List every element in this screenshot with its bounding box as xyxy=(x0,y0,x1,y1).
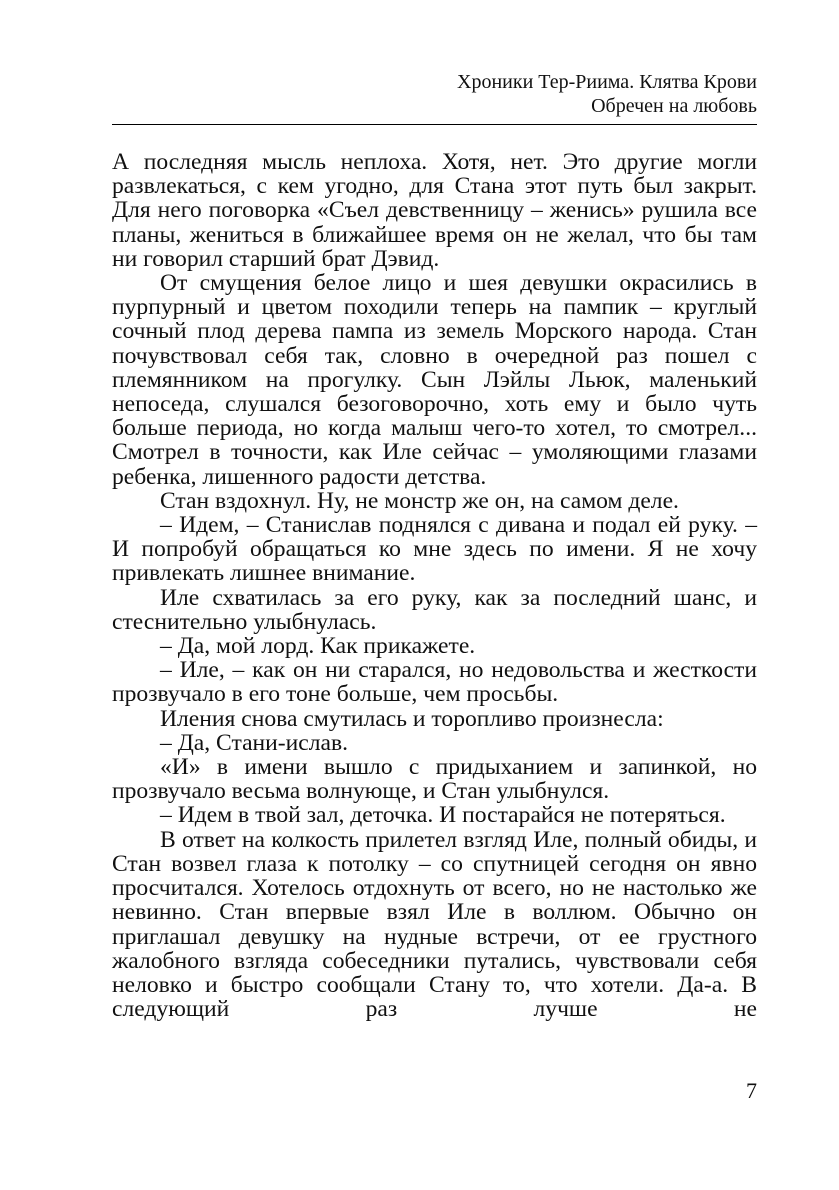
paragraph: «И» в имени вышло с придыханием и запинкой, но прозвучало весьма волнующе, и Стан улыбнулся. xyxy=(112,754,757,805)
paragraph: – Идем в твой зал, деточка. И постарайся не потеряться. xyxy=(160,802,726,829)
paragraph: Стан вздохнул. Ну, не монстр же он, на самом деле. xyxy=(160,487,679,514)
body-text xyxy=(112,150,757,1021)
series-title: Хроники Тер-Риима. Клятва Крови xyxy=(457,71,757,93)
page-number: 7 xyxy=(746,1078,757,1103)
paragraph: Иления снова смутилась и торопливо произнесла: xyxy=(160,705,664,732)
header-rule xyxy=(112,124,757,125)
paragraph: – Идем, – Станислав поднялся с дивана и подал ей руку. – И попробуй обращаться ко мне здесь по имени. Я не хочу привлекать лишнее внимание. xyxy=(112,512,757,587)
paragraph: Иле схватилась за его руку, как за последний шанс, и стеснительно улыбнулась. xyxy=(112,584,757,635)
paragraph: – Да, Стани-ислав. xyxy=(160,729,349,756)
paragraph: От смущения белое лицо и шея девушки окрасились в пурпурный и цветом походили теперь на пампик – круглый сочный плод дерева пампа из земель Морского народа. Стан почувствовал себя так, словно в очередной раз пошел с племянником на прогулку. Сын Лэйлы Льюк, маленький непоседа, слушался безоговорочно, хоть ему и было чуть больше периода, но когда малыш чего-то хотел, то смотрел... Смотрел в точности, как Иле сейчас – умоляющими глазами ребенка, лишенного радости детства. xyxy=(112,270,757,490)
paragraph: – Да, мой лорд. Как прикажете. xyxy=(160,633,476,660)
paragraph: – Иле, – как он ни старался, но недовольства и жесткости прозвучало в его тоне больше, чем просьбы. xyxy=(112,657,757,708)
running-header xyxy=(112,70,757,118)
paragraph: В ответ на колкость прилетел взгляд Иле, полный обиды, и Стан возвел глаза к потолку – со спутницей сегодня он явно просчитался. Хотелось отдохнуть от всего, но не настолько же невинно. Стан впервые взял Иле в воллюм. Обычно он приглашал девушку на нудные встречи, от ее грустного жалобного взгляда собеседники путались, чувствовали себя неловко и быстро сообщали Стану то, что хотели. Да-а. В следующий раз лучше не xyxy=(112,826,757,1023)
paragraph: А последняя мысль неплоха. Хотя, нет. Это другие могли развлекаться, с кем угодно, для Стана этот путь был закрыт. Для него поговорка «Съел девственницу – женись» рушила все планы, жениться в ближайшее время он не желал, что бы там ни говорил старший брат Дэвид. xyxy=(112,149,757,272)
book-title: Обречен на любовь xyxy=(591,95,757,117)
